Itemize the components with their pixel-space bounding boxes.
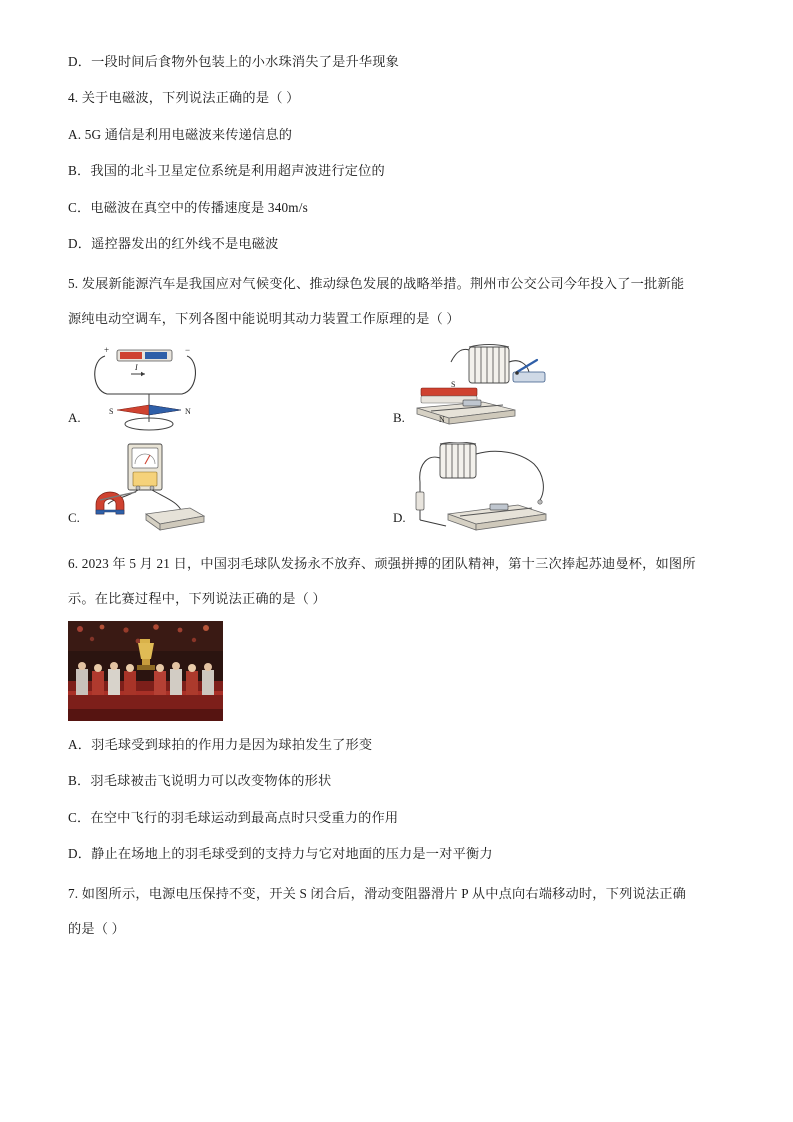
svg-text:+: + <box>103 345 109 356</box>
figure-c-drawing <box>86 442 211 534</box>
question-6-stem-line2: 示。在比赛过程中，下列说法正确的是（ ） <box>68 590 326 606</box>
figure-label-b: B. <box>393 409 405 425</box>
figure-option-d <box>393 441 623 536</box>
question-7-stem-line1: 7. 如图所示，电源电压保持不变，开关 S 闭合后，滑动变阻器滑片 P 从中点向右端移动时，下列说法正确 <box>68 885 687 901</box>
question-5-stem-line2: 源纯电动空调车，下列各图中能说明其动力装置工作原理的是（ ） <box>68 310 460 326</box>
svg-text:−: − <box>184 345 190 356</box>
q3-option-d: D．一段时间后食物外包装上的小水珠消失了是升华现象 <box>68 54 400 69</box>
figure-label-c: C. <box>68 509 80 525</box>
svg-text:S: S <box>450 380 456 390</box>
question-6-option-d: D．静止在场地上的羽毛球受到的支持力与它对地面的压力是一对平衡力 <box>68 846 493 862</box>
question-7-stem-line2: 的是（ ） <box>68 920 126 936</box>
figure-option-a <box>68 341 248 436</box>
question-5-stem-line1: 5. 发展新能源汽车是我国应对气候变化、推动绿色发展的战略举措。荆州市公交公司今年投入了一批新能 <box>68 275 685 291</box>
question-4-option-a: A. 5G 通信是利用电磁波来传递信息的 <box>68 126 293 142</box>
question-4-option-c: C．电磁波在真空中的传播速度是 340m/s <box>68 199 308 215</box>
figure-b-drawing <box>411 342 556 434</box>
svg-text:N: N <box>184 407 191 417</box>
figure-label-d: D. <box>393 509 406 525</box>
question-6-option-a: A．羽毛球受到球拍的作用力是因为球拍发生了形变 <box>68 737 373 753</box>
svg-text:N: N <box>438 415 445 425</box>
figure-a-drawing <box>87 342 212 434</box>
question-4-stem: 4. 关于电磁波，下列说法正确的是（ ） <box>68 90 300 106</box>
question-6-photo-wrap <box>68 621 725 721</box>
figure-option-c <box>68 441 268 536</box>
question-6-stem-line1: 6. 2023 年 5 月 21 日，中国羽毛球队发扬永不放弃、顽强拼搏的团队精神，第十三次捧起苏迪曼杯，如图所 <box>68 555 696 571</box>
question-6-option-c: C．在空中飞行的羽毛球运动到最高点时只受重力的作用 <box>68 809 399 825</box>
question-4-option-d: D．遥控器发出的红外线不是电磁波 <box>68 236 279 252</box>
figure-label-a: A. <box>68 409 81 425</box>
question-5-figure-group <box>68 341 725 541</box>
figure-d-drawing <box>412 442 567 534</box>
badminton-team-photo <box>68 621 223 721</box>
question-4-option-b: B．我国的北斗卫星定位系统是利用超声波进行定位的 <box>68 163 385 179</box>
figure-option-b <box>393 341 613 436</box>
question-6-option-b: B．羽毛球被击飞说明力可以改变物体的形状 <box>68 773 332 789</box>
svg-text:I: I <box>134 363 138 373</box>
svg-text:S: S <box>108 407 114 417</box>
